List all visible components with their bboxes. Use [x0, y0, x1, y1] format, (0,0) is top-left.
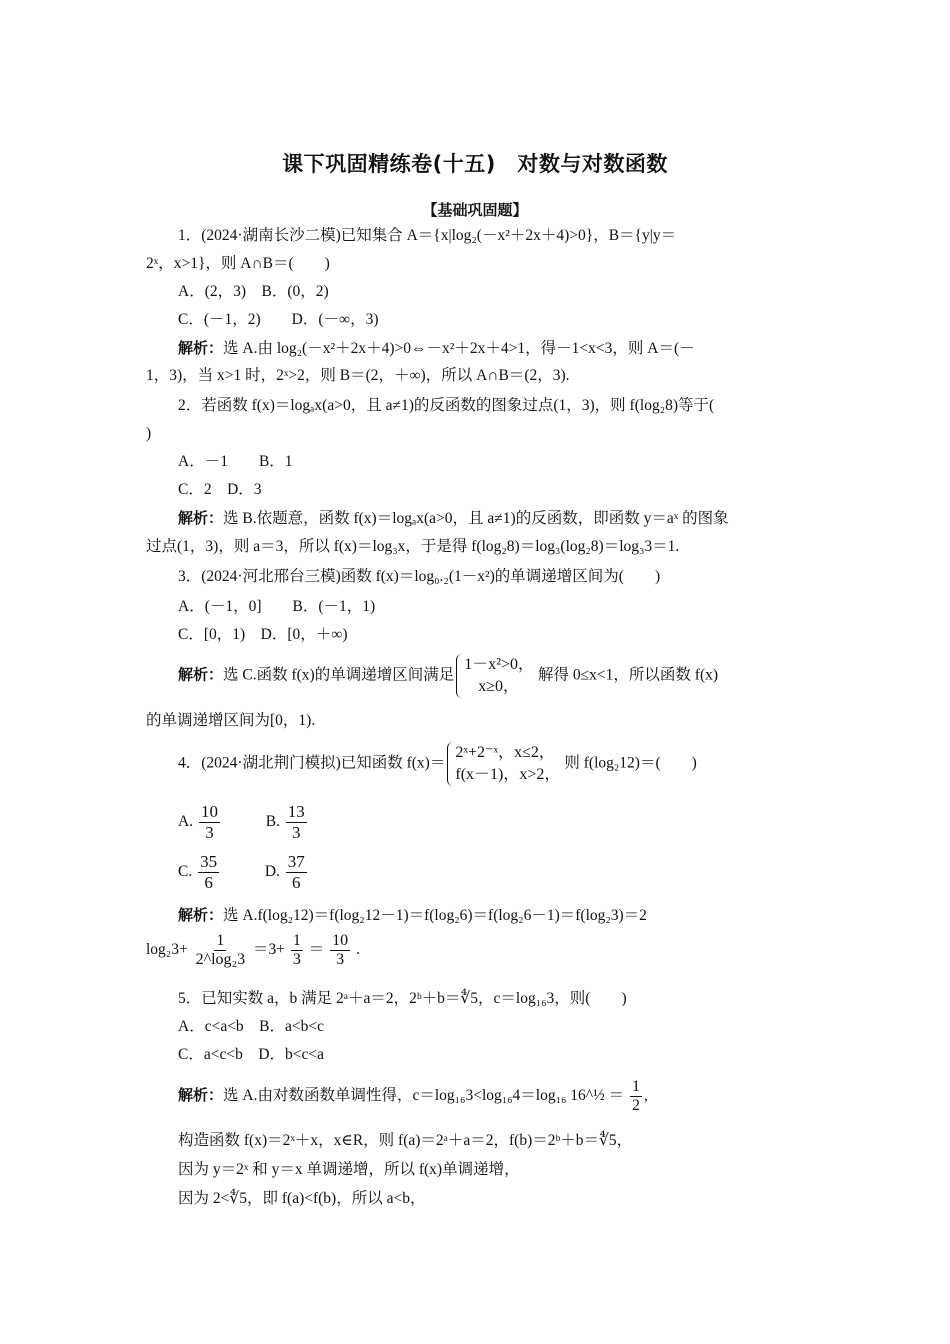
q1-stem-line1: 1．(2024·湖南长沙二模)已知集合 A＝{x|log₂(－x²＋2x＋4)>0}，B＝{y|y＝ — [178, 227, 677, 244]
q4-solution-fraction3 — [330, 932, 350, 969]
q4-stem-pre: 4．(2024·湖北荆门模拟)已知函数 f(x)＝ — [178, 754, 446, 772]
q3-solution-line1 — [178, 654, 838, 698]
fraction-numerator: 1 — [631, 1078, 640, 1095]
fraction-numerator: 1 — [292, 932, 301, 949]
fraction-numerator: 10 — [332, 932, 349, 949]
q4-solution-fraction1 — [194, 932, 248, 969]
q4-options-cd — [178, 852, 838, 893]
q1-solution-text1: 选 A.由 log₂(－x²＋2x＋4)>0⇔－x²＋2x＋4>1，得－1<x<3，则 A＝(－ — [223, 340, 695, 357]
solution-label: 解析： — [178, 339, 224, 357]
fraction-denominator: 2^log₂3 — [195, 951, 246, 968]
q4-options-ab — [178, 802, 838, 843]
q2-solution-line2: 过点(1，3)，则 a＝3，所以 f(x)＝log₃x，于是得 f(log₂8)＝log₃(log₂8)＝log₃3＝1. — [146, 538, 680, 555]
q5-stem-line1: 5．已知实数 a，b 满足 2ᵃ＋a＝2，2ᵇ＋b＝∜5，c＝log₁₆3，则( ) — [178, 990, 627, 1007]
q4-stem — [178, 742, 838, 786]
q4-stem-post: 则 f(log₂12)＝( ) — [564, 754, 697, 772]
q2-stem-line1: 2．若函数 f(x)＝logₐx(a>0，且 a≠1)的反函数的图象过点(1，3)，则 f(log₂8)等于( — [178, 397, 715, 414]
fraction-numerator: 1 — [216, 932, 225, 949]
q4-option-d-label: D. — [264, 863, 280, 881]
q4-solution-text1: 选 A.f(log₂12)＝f(log₂12－1)＝f(log₂6)＝f(log₂6－1)＝f(log₂3)＝2 — [223, 907, 647, 924]
q5-solution-line1 — [178, 1078, 838, 1115]
solution-label: 解析： — [178, 665, 224, 684]
q3-solution-line2: 的单调递增区间为[0，1). — [146, 712, 316, 729]
fraction-denominator: 3 — [205, 823, 214, 842]
q4-solution-log: log₂3+ — [146, 941, 188, 959]
fraction-numerator: 13 — [287, 802, 305, 821]
q5-solution-line2: 构造函数 f(x)＝2ˣ＋x，x∈R，则 f(a)＝2ᵃ＋a＝2，f(b)＝2ᵇ＋b＝∜5， — [178, 1132, 633, 1149]
q4-option-d-fraction — [286, 852, 307, 893]
q1-options-cd: C．(－1，2) D．(－∞，3) — [178, 311, 379, 328]
q2-solution-text1: 选 B.依题意，函数 f(x)＝logₐx(a>0，且 a≠1)的反函数，即函数 y＝aˣ 的图象 — [223, 510, 729, 527]
q3-case-brace — [456, 654, 534, 698]
q4-solution-fraction2 — [291, 932, 303, 969]
fraction-denominator: 3 — [336, 951, 345, 968]
q5-options-cd: C．a<c<b D．b<c<a — [178, 1046, 325, 1063]
q3-case2: x≥0， — [478, 678, 520, 695]
fraction-denominator: 3 — [292, 951, 301, 968]
fraction-numerator: 10 — [200, 802, 218, 821]
fraction-denominator: 3 — [292, 823, 301, 842]
fraction-denominator: 6 — [292, 873, 301, 892]
page-title: 课下巩固精练卷(十五) 对数与对数函数 — [282, 152, 668, 176]
q5-solution-text1: 选 A.由对数函数单调性得，c＝log₁₆3<log₁₆4＝log₁₆ 16^½ ＝ — [223, 1087, 625, 1105]
q4-option-c-fraction — [198, 852, 219, 893]
q5-solution-end: , — [643, 1087, 648, 1105]
q4-solution-eq: ＝ — [308, 941, 325, 959]
fraction-numerator: 35 — [200, 852, 218, 871]
q3-case1: 1－x²>0， — [464, 656, 535, 673]
q4-option-a-fraction — [199, 802, 220, 843]
q4-solution-line1 — [178, 904, 838, 927]
q3-options-cd: C．[0，1) D．[0，＋∞) — [178, 626, 348, 643]
q2-options-ab: A．－1 B．1 — [178, 453, 293, 470]
q4-option-b-fraction — [286, 802, 307, 843]
section-heading: 【基础巩固题】 — [422, 201, 528, 219]
solution-label: 解析： — [178, 906, 224, 924]
q4-option-a-label: A. — [178, 813, 194, 831]
q1-solution-line1 — [178, 337, 838, 360]
q1-options-ab: A．(2，3) B．(0，2) — [178, 283, 329, 300]
q3-solution-post: 解得 0≤x<1，所以函数 f(x) — [538, 666, 719, 684]
solution-label: 解析： — [178, 1086, 224, 1105]
q4-solution-end: . — [356, 941, 360, 959]
q4-case2: f(x－1)，x>2， — [455, 766, 561, 783]
q5-options-ab: A．c<a<b B．a<b<c — [178, 1018, 325, 1035]
q3-options-ab: A．(－1，0] B．(－1，1) — [178, 598, 376, 615]
fraction-denominator: 2 — [631, 1097, 640, 1114]
q4-case1: 2ˣ+2⁻ˣ，x≤2， — [455, 744, 555, 761]
fraction-numerator: 37 — [287, 852, 305, 871]
q2-options-cd: C．2 D．3 — [178, 481, 262, 498]
q5-solution-line3: 因为 y＝2ˣ 和 y＝x 单调递增，所以 f(x)单调递增， — [178, 1161, 520, 1178]
q4-solution-mid: ＝3+ — [252, 941, 285, 959]
q4-case-brace — [447, 742, 560, 786]
solution-label: 解析： — [178, 509, 224, 527]
q2-stem-line2: ) — [146, 425, 152, 442]
q5-solution-fraction — [630, 1078, 642, 1115]
q3-solution-pre: 选 C.函数 f(x)的单调递增区间满足 — [223, 666, 455, 684]
q4-option-c-label: C. — [178, 863, 193, 881]
q1-stem-line2: 2ˣ，x>1}，则 A∩B＝( ) — [146, 255, 330, 272]
fraction-denominator: 6 — [204, 873, 213, 892]
q4-option-b-label: B. — [265, 813, 280, 831]
q2-solution-line1 — [178, 507, 838, 530]
q5-solution-line4: 因为 2<∜5，即 f(a)<f(b)，所以 a<b， — [178, 1190, 426, 1207]
q1-solution-line2: 1，3)，当 x>1 时，2ˣ>2，则 B＝(2，＋∞)，所以 A∩B＝(2，3). — [146, 367, 570, 384]
q3-stem-line1: 3．(2024·河北邢台三模)函数 f(x)＝log₀.₂(1－x²)的单调递增区间为( ) — [178, 568, 661, 585]
q4-solution-line2 — [146, 932, 806, 969]
